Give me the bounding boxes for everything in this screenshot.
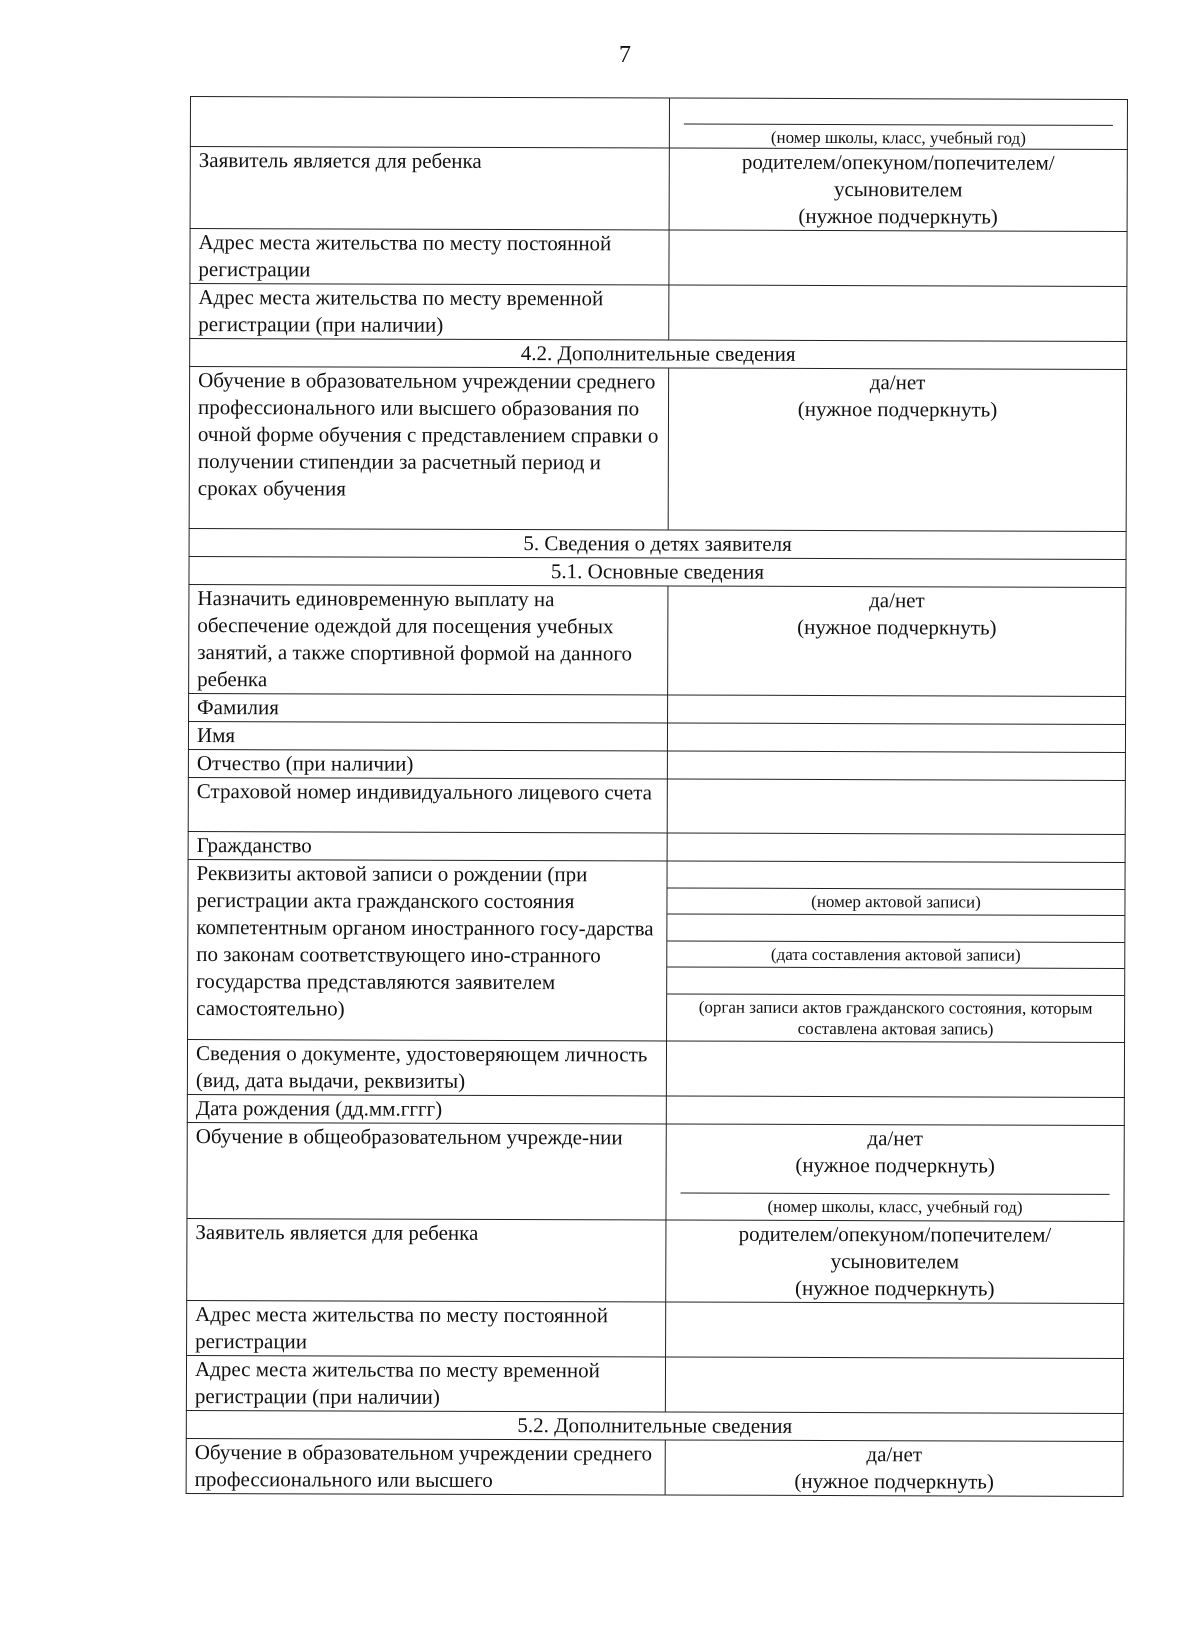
table-row	[189, 528, 1126, 559]
surname-label: Фамилия	[189, 693, 668, 723]
table-row	[186, 1355, 1123, 1413]
clothing-payment-label: Назначить единовременную выплату на обеспечение одеждой для посещения учебных занятий, а также спортивной формой на данного ребенка	[189, 584, 668, 695]
page-number: 7	[619, 42, 631, 68]
citizenship-label: Гражданство	[188, 831, 667, 861]
form-cell-label	[190, 97, 669, 149]
education-prof-label: Обучение в образовательном учреждении среднего профессионального или высшего	[186, 1438, 665, 1495]
temporary-address-field[interactable]	[665, 1357, 1123, 1413]
table-row	[188, 859, 1126, 1042]
yes-no-option: да/нет	[867, 1126, 924, 1151]
education-prof-field[interactable]	[668, 368, 1127, 531]
citizenship-field[interactable]	[667, 833, 1125, 862]
patronymic-field[interactable]	[667, 751, 1125, 780]
record-organ-input[interactable]	[667, 968, 1124, 996]
section-header-5-2: 5.2. Дополнительные сведения	[186, 1410, 1123, 1441]
temporary-address-label: Адрес места жительства по месту временной регистрации (при наличии)	[190, 284, 669, 341]
snils-label: Страховой номер индивидуального лицевого счета	[188, 777, 667, 833]
applicant-is-label: Заявитель является для ребенка	[190, 147, 669, 231]
education-general-label: Обучение в общеобразовательном учрежде-нии	[187, 1122, 666, 1220]
patronymic-label: Отчество (при наличии)	[188, 749, 667, 779]
underline-hint: (нужное подчеркнуть)	[797, 614, 997, 640]
temporary-address-field[interactable]	[669, 285, 1127, 341]
parent-status-line-2: усыновителем	[833, 177, 963, 202]
yes-no-option: да/нет	[866, 1442, 923, 1467]
school-hint: (номер школы, класс, учебный год)	[680, 1193, 1109, 1218]
record-date-input[interactable]	[667, 915, 1124, 943]
birth-date-field[interactable]	[666, 1096, 1124, 1125]
birth-record-field[interactable]	[667, 861, 1126, 1042]
table-row	[188, 831, 1125, 862]
underline-hint: (нужное подчеркнуть)	[794, 1468, 994, 1494]
underline-hint: (нужное подчеркнуть)	[797, 396, 998, 422]
table-row	[188, 721, 1125, 752]
table-row	[186, 1438, 1123, 1496]
underline-hint: (нужное подчеркнуть)	[798, 203, 998, 229]
parent-status-line-1: родителем/опекуном/попечителем/	[741, 149, 1055, 175]
underline-hint: (нужное подчеркнуть)	[795, 1152, 995, 1178]
birth-record-label: Реквизиты актовой записи о рождении (при регистрации акта гражданского состояния компетентным органом иностранного госу-дарства по законам соответствующего ино-странного государства представляются заявителем самостоятельно)	[188, 859, 668, 1041]
parent-status-line-1: родителем/опекуном/попечителем/	[738, 1221, 1052, 1247]
table-row	[188, 777, 1125, 834]
birth-date-label: Дата рождения (дд.мм.гггг)	[187, 1094, 666, 1124]
identity-doc-field[interactable]	[666, 1041, 1124, 1097]
table-row	[189, 693, 1126, 724]
surname-field[interactable]	[668, 695, 1126, 724]
table-row	[189, 584, 1126, 696]
record-organ-hint: (орган записи актов гражданского состояния, которым составлена актовая запись)	[698, 997, 1093, 1039]
snils-field[interactable]	[667, 779, 1125, 834]
table-row	[190, 229, 1127, 287]
school-hint: (номер школы, класс, учебный год)	[684, 124, 1113, 149]
underline-hint: (нужное подчеркнуть)	[795, 1275, 995, 1301]
record-date-hint: (дата составления актовой записи)	[667, 942, 1124, 969]
table-row	[189, 556, 1126, 587]
record-number-input[interactable]	[668, 862, 1125, 890]
table-row	[187, 1218, 1124, 1303]
yes-no-option: да/нет	[869, 370, 926, 395]
name-label: Имя	[188, 721, 667, 751]
table-row	[190, 147, 1127, 232]
parent-status-field[interactable]	[669, 148, 1127, 231]
table-row	[187, 1039, 1124, 1097]
clothing-payment-field[interactable]	[668, 586, 1126, 696]
parent-status-field[interactable]	[666, 1220, 1124, 1303]
name-field[interactable]	[667, 723, 1125, 752]
education-prof-label: Обучение в образовательном учреждении среднего профессионального или высшего образования по очной форме обучения с представлением справки о получении стипендии за расчетный период и сроках обучения	[189, 367, 669, 531]
section-header-4-2: 4.2. Дополнительные сведения	[190, 339, 1127, 370]
table-row	[188, 749, 1125, 780]
table-row	[190, 339, 1127, 370]
yes-no-option: да/нет	[869, 588, 925, 613]
section-header-5: 5. Сведения о детях заявителя	[189, 528, 1126, 559]
table-row	[186, 1410, 1123, 1441]
table-row	[190, 97, 1127, 150]
table-row	[187, 1122, 1124, 1221]
permanent-address-field[interactable]	[666, 1302, 1124, 1358]
parent-status-line-2: усыновителем	[830, 1249, 960, 1274]
permanent-address-label: Адрес места жительства по месту постоянной регистрации	[187, 1300, 666, 1357]
table-row	[190, 284, 1127, 342]
record-number-hint: (номер актовой записи)	[667, 889, 1124, 916]
permanent-address-label: Адрес места жительства по месту постоянной регистрации	[190, 229, 669, 286]
table-row	[189, 367, 1127, 532]
education-prof-field[interactable]	[665, 1440, 1123, 1496]
table-row	[187, 1300, 1124, 1358]
temporary-address-label: Адрес места жительства по месту временной регистрации (при наличии)	[186, 1355, 665, 1412]
education-general-field[interactable]	[666, 1124, 1124, 1221]
application-form-table	[186, 96, 1128, 1497]
table-row	[187, 1094, 1124, 1125]
permanent-address-field[interactable]	[669, 230, 1127, 286]
section-header-5-1: 5.1. Основные сведения	[189, 556, 1126, 587]
school-field[interactable]	[669, 98, 1127, 149]
applicant-is-label: Заявитель является для ребенка	[187, 1218, 666, 1302]
identity-doc-label: Сведения о документе, удостоверяющем личность (вид, дата выдачи, реквизиты)	[187, 1039, 666, 1096]
